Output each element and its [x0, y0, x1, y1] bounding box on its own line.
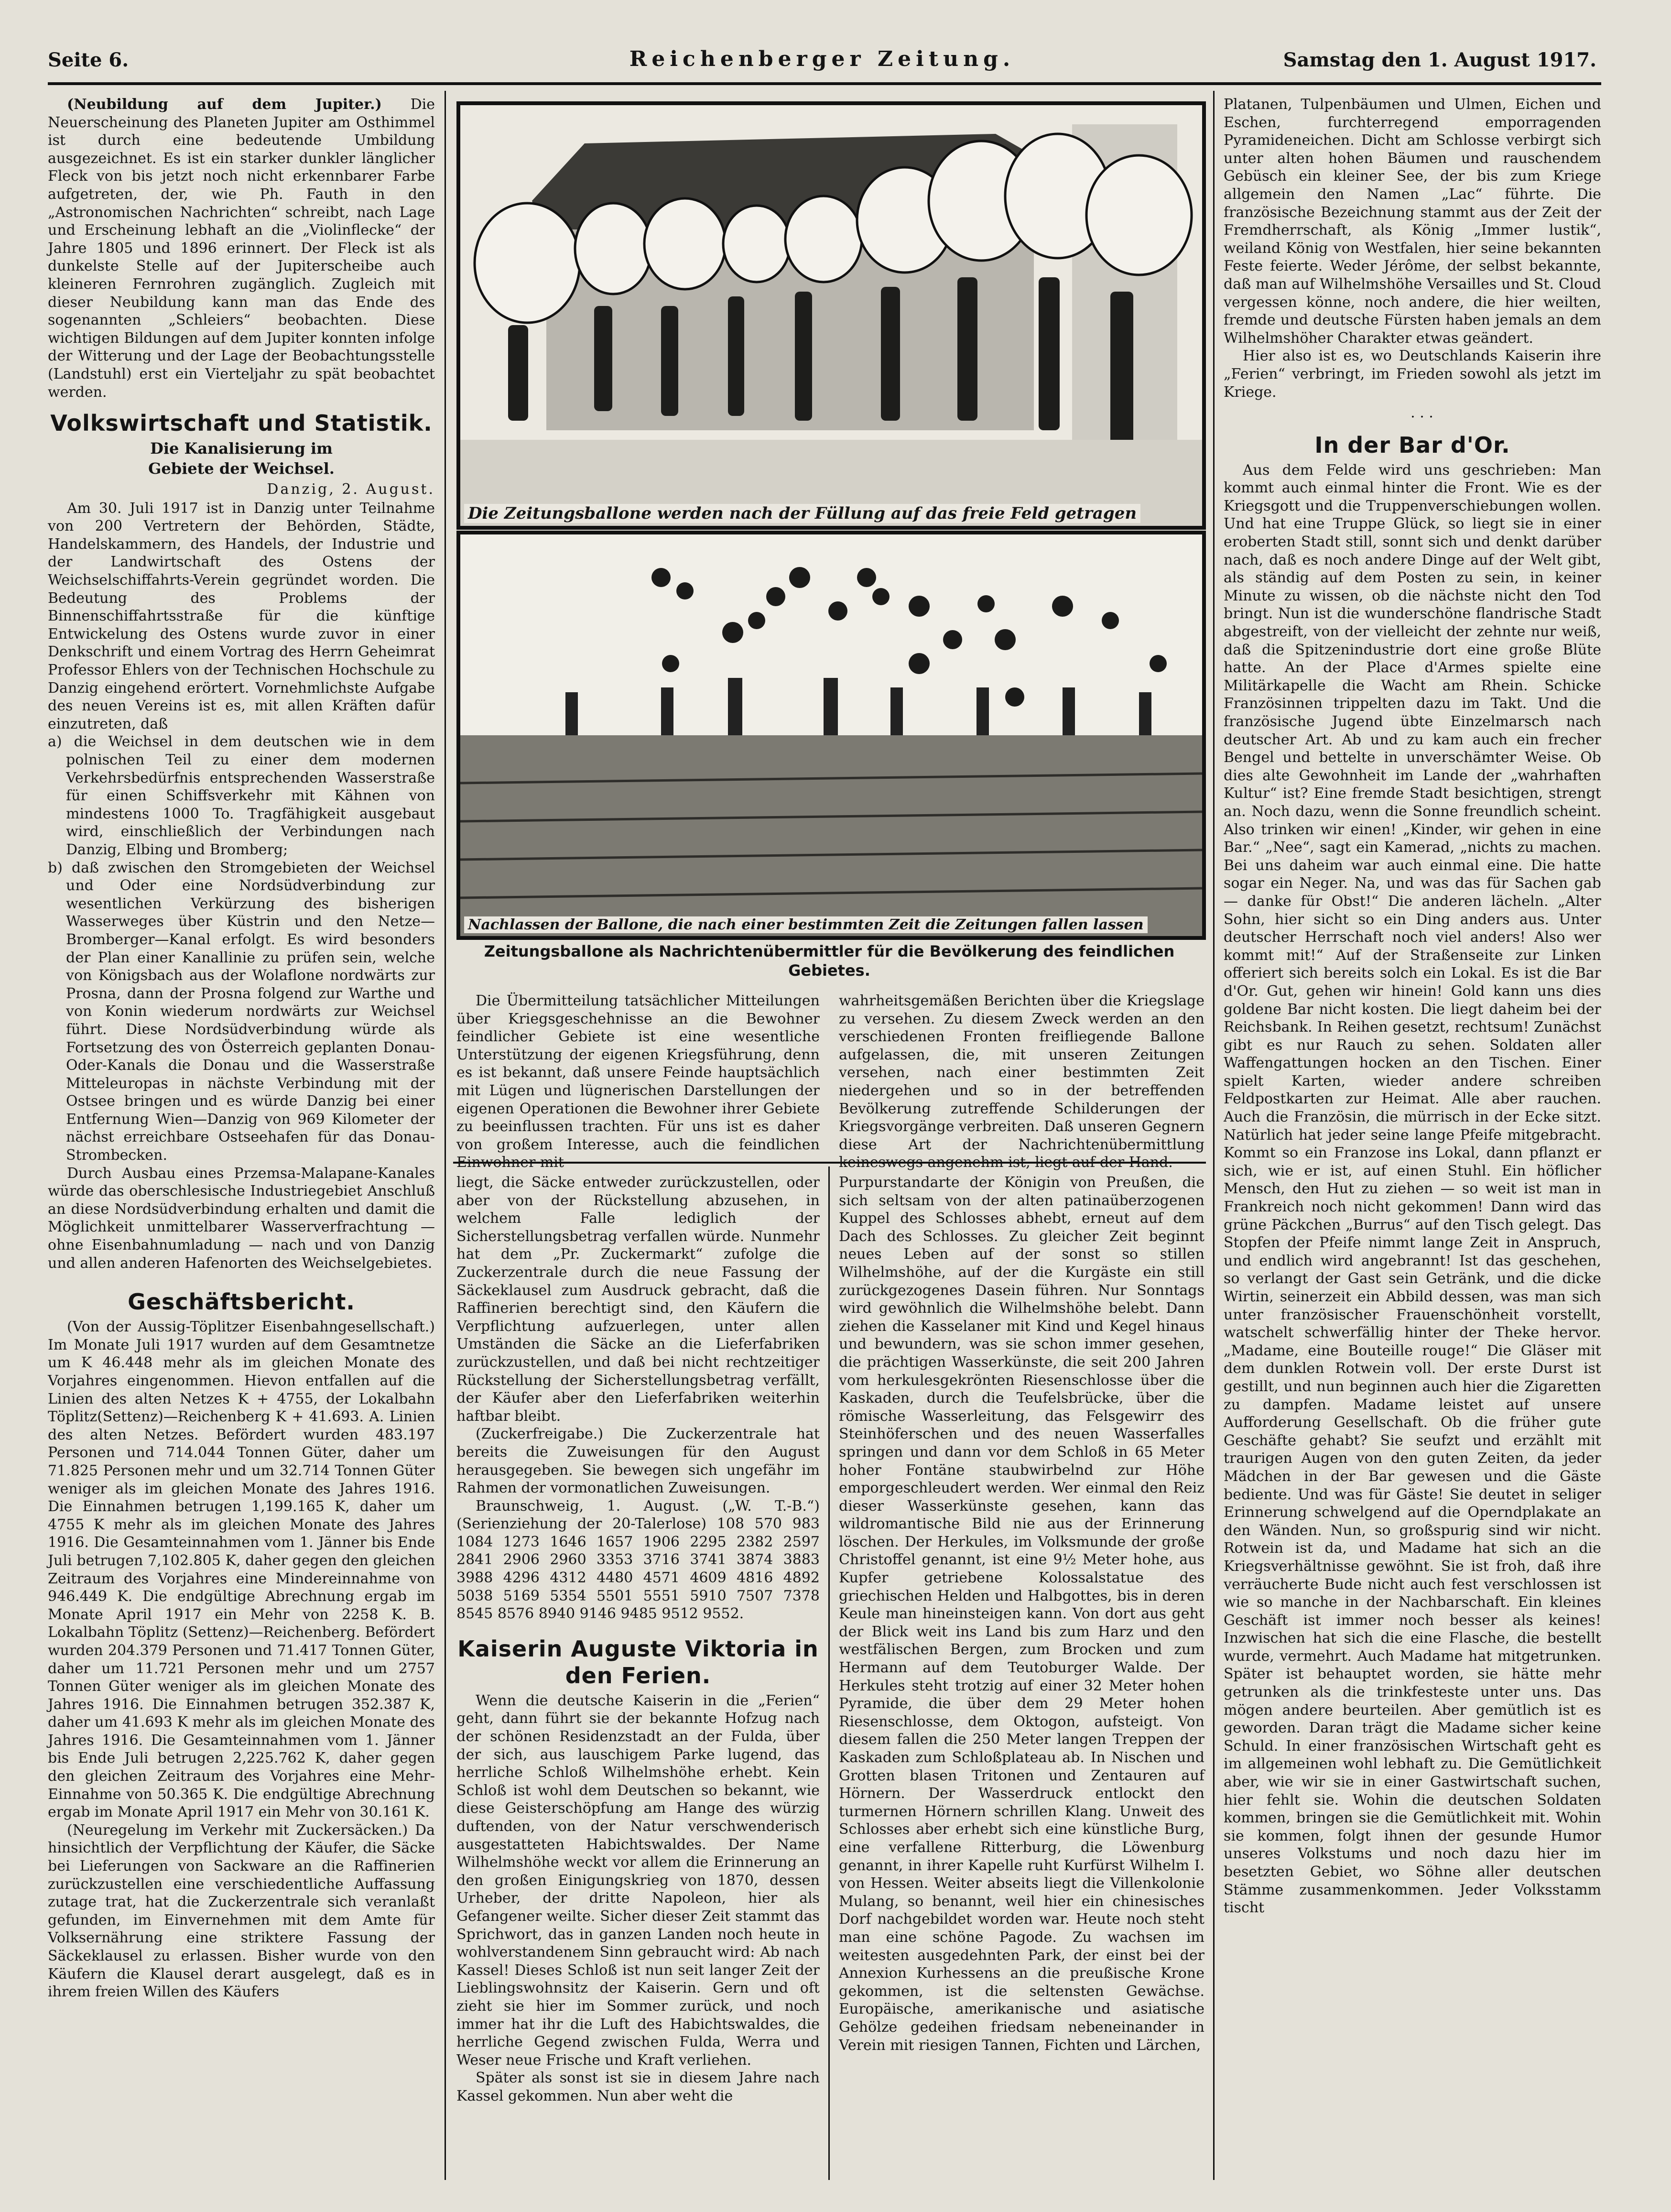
jupiter-body: Die Neuerscheinung des Planeten Jupiter am Osthimmel ist durch eine bedeutende Umbildung ausgezeichnet. Es ist ein starker dunkler länglicher Fleck von bis jetzt noch nicht erkennbarer Farbe aufgetreten, der, wie Ph. Fauth in den „Astronomischen Nachrichten“ schreibt, nach Lage und Erscheinung lebhaft an die „Violinflecke“ der Jahre 1805 und 1896 erinnert. Der Fleck ist als dunkelste Stelle auf der Jupiterscheibe auch kleineren Fernrohren zugänglich. Zugleich mit dieser Neubildung kann man das Ende des sogenannten „Schleiers“ beobachten. Diese wichtigen Bildungen auf dem Jupiter konnten infolge der Witterung und der Lage der Beobachtungsstelle (Landstuhl) erst ein Vierteljahr zu spät beobachtet werden. — [48, 96, 435, 401]
photo-caption-top: Die Zeitungsballone werden nach der Füllung auf das freie Feld getragen — [464, 504, 1140, 523]
balloon-paragraph-1: Die Übermitteilung tatsächlicher Mitteilungen über Kriegsgeschehnisse an die Bewohner feindlicher Gebiete ist eine wesentliche Unterstützung der eigenen Kriegsführung, denn es ist bekannt, daß unsere Feinde hauptsächlich mit Lügen und lügnerischen Darstellungen der eigenen Operationen die Bewohner ihrer Gebiete zu beeinflussen trachten. Für uns ist es daher von großem Interesse, auch die feindlichen Einwohner mit — [456, 992, 820, 1171]
column-rule-3 — [1213, 91, 1215, 2180]
kanal-headline-1: Die Kanalisierung im — [150, 439, 333, 458]
figure-caption: Zeitungsballone als Nachrichtenübermittler für die Bevölkerung des feindlichen Gebietes. — [484, 942, 1175, 980]
kanal-headline-2: Gebiete der Weichsel. — [148, 459, 335, 478]
photo-balloons-released — [456, 531, 1206, 940]
column-2 — [456, 1174, 820, 2180]
balloon-paragraph-2: wahrheitsgemäßen Berichten über die Kriegslage zu versehen. Zu diesem Zweck werden an den verschiedenen Fronten freifliegende Ballone aufgelassen, die, mit unseren Zeitungen versehen, nach einer bestimmten Zeit niedergehen und so in der betreffenden Bevölkerung zutreffende Schilderungen der Kriegsvorgänge verbreiten. Daß unseren Gegnern diese Art der Nachrichtenübermittlung keineswegs angenehm ist, liegt auf der Hand. — [839, 992, 1205, 1171]
section-title-economy: Volkswirtschaft und Statistik. — [50, 410, 433, 436]
jupiter-article — [48, 96, 435, 401]
photo-caption-bottom: Nachlassen der Ballone, die nach einer bestimmten Zeit die Zeitungen fallen lassen — [464, 916, 1148, 933]
kanal-paragraph-2: Durch Ausbau eines Przemsa-Malapane-Kanales würde das oberschlesische Industriegebiet Anschluß an diese Nordsüdverbindung erhalten und damit die Möglichkeit unmittelbarer Wasserverfrachtung — ohne Eisenbahnumladung — nach und von Danzig und allen anderen Hafenorten des Weichselgebietes. — [48, 1165, 435, 1272]
kanal-item-a: a) die Weichsel in dem deutschen wie in dem polnischen Teil zu einer dem modernen Verkehrsbedürfnis entsprechenden Wasserstraße für einen Schiffsverkehr mit Kähnen von mindestens 1000 To. Tragfähigkeit ausgebaut wird, einschließlich der Verbindungen nach Danzig, Elbing und Bromberg; — [48, 733, 435, 858]
lottery-paragraph: Braunschweig, 1. August. („W. T.-B.“) (Serienziehung der 20-Talerlose) 108 570 983 1084 1273 1646 1657 1906 2295 2382 2597 2841 2906 2960 3353 3716 3741 3874 3883 3988 4296 4312 4480 4571 4609 4816 4892 5038 5169 5354 5501 5551 5910 7507 7378 8545 8576 8940 9146 9485 9512 9552. — [456, 1497, 820, 1623]
balloon-carry-illustration — [460, 105, 1202, 526]
balloon-release-illustration — [460, 534, 1202, 936]
business-paragraph-1: (Von der Aussig-Töplitzer Eisenbahngesellschaft.) Im Monate Juli 1917 wurden auf dem Gesamtnetze um K 46.448 mehr als im gleichen Monate des Vorjahres eingenommen. Hievon entfallen auf die Linien des alten Netzes K + 4755, der Lokalbahn Töplitz(Settenz)—Reichenberg K + 41.693. A. Linien des alten Netzes. Befördert wurden 483.197 Personen und 714.044 Tonnen Güter, daher um 71.825 Personen mehr und um 32.714 Tonnen Güter weniger als im gleichen Monate des Jahres 1916. Die Einnahmen betrugen 1,199.165 K, daher um 4755 K mehr als im gleichen Monate des Jahres 1916. Die Gesamteinnahmen vom 1. Jänner bis Ende Juli betrugen 7,102.805 K, daher gegen den gleichen Zeitraum des Vorjahres eine Mindereinnahme von 946.449 K. Die endgültige Abrechnung ergab im Monate April 1917 ein Mehr von 2258 K. B. Lokalbahn Töplitz (Settenz)—Reichenberg. Befördert wurden 204.379 Personen und 71.417 Tonnen Güter, daher um 11.721 Personen mehr und um 2757 Tonnen Güter weniger als im gleichen Monate des Jahres 1916. Die Einnahmen betrugen 352.387 K, daher um 41.693 K mehr als im gleichen Monate des Jahres 1916. Die Gesamteinnahmen vom 1. Jänner bis Ende Juli betrugen 2,225.762 K, daher gegen den gleichen Zeitraum des Vorjahres eine Mehr-Einnahme von 50.365 K. Die endgültige Abrechnung ergab im Monate April 1917 ein Mehr von 30.161 K. — [48, 1318, 435, 1821]
balloon-article-right — [839, 992, 1205, 1171]
kaiserin-paragraph-4: Platanen, Tulpenbäumen und Ulmen, Eichen und Eschen, furchterregend emporragenden Pyramideneichen. Dicht am Schlosse verbirgt sich unter alten hohen Bäumen und rauschendem Gebüsch ein kleiner See, der bis zum Kriege allgemein den Namen „Lac“ führte. Die französische Bezeichnung stammt aus der Zeit der Fremdherrschaft, als König „Immer lustik“, weiland König von Westfalen, hier seine bekannten Feste feierte. Weder Jérôme, der selbst bekannte, daß man auf Wilhelmshöhe Versailles und St. Cloud vergessen könne, noch andere, die hier weilten, fremde und deutsche Fürsten haben jemals an dem Wilhelmshöher Charakter etwas geändert. — [1224, 96, 1601, 347]
header-rule — [48, 82, 1601, 85]
issue-date: Samstag den 1. August 1917. — [1283, 49, 1596, 71]
balloon-article-left — [456, 992, 820, 1171]
column-rule-1 — [445, 91, 446, 2180]
jupiter-title: (Neubildung auf dem Jupiter.) — [67, 96, 382, 113]
kaiserin-paragraph-5: Hier also ist es, wo Deutschlands Kaiserin ihre „Ferien“ verbringt, im Frieden sowohl als jetzt im Kriege. — [1224, 348, 1601, 401]
article-end-dots: . . . — [1411, 404, 1433, 422]
photo-balloons-carried — [456, 101, 1206, 530]
column-3 — [839, 1174, 1204, 2180]
kanal-item-b: b) daß zwischen den Stromgebieten der Weichsel und Oder eine Nordsüdverbindung zur wesentlichen Verkürzung des bisherigen Wasserweges über Küstrin und den Netze—Bromberger—Kanal erfolgt. Es wird besonders der Plan einer Kanallinie zu prüfen sein, welche von Königsbach aus der Wolaflone nordwärts zur Prosna, dann der Prosna folgend zur Warthe und von Konin wiederum nordwärts zur Weichsel führt. Diese Nordsüdverbindung würde als Fortsetzung des von Österreich geplanten Donau-Oder-Kanals die Donau und die Wasserstraße Mitteleuropas in nächste Verbindung mit der Ostsee bringen und es würde Danzig bei einer Entfernung Wien—Danzig von 969 Kilometer der nächst erreichbare Ostseehafen für das Donau-Strombecken. — [48, 859, 435, 1164]
kanal-dateline: Danzig, 2. August. — [267, 481, 435, 498]
business-paragraph-2: (Neuregelung im Verkehr mit Zuckersäcken.) Da hinsichtlich der Verpflichtung der Käufer, die Säcke bei Lieferungen von Sackware an die Raffinerien zurückzustellen eine verschiedentliche Auffassung zutage trat, hat die Zuckerzentrale sich veranlaßt gefunden, im Einvernehmen mit dem Amte für Volksernährung eine striktere Fassung der Säckeklausel zu erlassen. Bisher wurde von den Käufern die Klausel derart ausgelegt, daß es in ihrem freien Willen des Käufers — [48, 1821, 435, 2001]
kaiserin-paragraph-3: Purpurstandarte der Königin von Preußen, die sich seltsam von der alten patinaüberzogenen Kuppel des Schlosses abhebt, erneut auf dem Dach des Schlosses. Zu gleicher Zeit beginnt neues Leben auf der sonst so stillen Wilhelmshöhe, auf der die Kurgäste ein still zurückgezogenes Dasein führen. Nur Sonntags wird gewöhnlich die Wilhelmshöhe belebt. Dann ziehen die Kasselaner mit Kind und Kegel hinaus und bewundern, was sie schon immer gesehen, die prächtigen Wasserkünste, die seit 200 Jahren vom herkulesgekrönten Riesenschlosse über die Kaskaden, durch die Teufelsbrücke, über die römische Wasserleitung, das Felsgewirr des Steinhöferschen und des neuen Wasserfalles springen und dann vor dem Schloß in 65 Meter hoher Fontäne staubwirbelnd zur Höhe emporgeschleudert werden. Wer einmal den Reiz dieser Wasserkünste gesehen, kann das wildromantische Bild nie aus der Erinnerung löschen. Der Herkules, im Volksmunde der große Christoffel genannt, ist eine 9½ Meter hohe, aus Kupfer getriebene Kolossalstatue des griechischen Helden und Halbgottes, bis in deren Keule man hineinsteigen kann. Von dort aus geht der Blick weit ins Land bis zum Harz und den westfälischen Bergen, zum Brocken und zum Hermann auf dem Teutoburger Walde. Der Herkules steht trotzig auf einer 32 Meter hohen Pyramide, die über dem 29 Meter hohen Riesenschlosse, dem Oktogon, aufsteigt. Von diesem fallen die 250 Meter langen Treppen der Kaskaden zum Schloßplateau ab. In Nischen und Grotten blasen Tritonen und Zentauren auf Hörnern. Der Wasserdruck entlockt den turmernen Hörnern schrillen Klang. Unweit des Schlosses aber erhebt sich eine künstliche Burg, eine verfallene Ritterburg, die Löwenburg genannt, in ihrer Kapelle ruht Kurfürst Wilhelm I. von Hessen. Weiter abseits liegt die Villenkolonie Mulang, so benannt, weil hier ein chinesisches Dorf nachgebildet worden war. Heute noch steht man eine schöne Pagode. Zu wachsen im weitesten ausgedehnten Park, der einst bei der Annexion Kurhessens an die preußische Krone gekommen, ist die seltensten Gewächse. Europäische, amerikanische und asiatische Gehölze gedeihen friedsam nebeneinander in Verein mit riesigen Tannen, Fichten und Lärchen, — [839, 1174, 1204, 2054]
kaiserin-paragraph-2: Später als sonst ist sie in diesem Jahre nach Kassel gekommen. Nun aber weht die — [456, 2070, 820, 2104]
zucker-paragraph-1: liegt, die Säcke entweder zurückzustellen, oder aber von der Rückstellung abzusehen, in welchem Falle lediglich der Sicherstellungsbetrag verfallen würde. Nunmehr hat dem „Pr. Zuckermarkt“ zufolge die Zuckerzentrale durch die neue Fassung der Säckeklausel zum Ausdruck gebracht, daß die Raffinerien berechtigt sind, den Käufern die Verpflichtung aufzuerlegen, unter allen Umständen die Säcke an die Lieferfabriken zurückzustellen, und daß bei nicht rechtzeitiger Rückstellung der Sicherstellungsbetrag verfällt, der Käufer aber den Lieferfabriken weiterhin haftbar bleibt. — [456, 1174, 820, 1425]
column-1 — [48, 96, 435, 2180]
page-number: Seite 6. — [48, 49, 129, 71]
page-header — [48, 44, 1596, 82]
kaiserin-title: Kaiserin Auguste Viktoria in den Ferien. — [457, 1635, 819, 1689]
bar-dor-paragraph: Aus dem Felde wird uns geschrieben: Man kommt auch einmal hinter die Front. Wie es der Kriegsgott und die Truppenverschiebungen wollen. Und hat eine Truppe Glück, so liegt sie in einer eroberten Stadt still, sonnt sich und denkt darüber nach, daß es noch andere Dinge auf der Welt gibt, als ständig auf dem Posten zu sein, in keiner Minute zu wissen, ob die nächste nicht den Tod bringt. Nun ist die wunderschöne flandrische Stadt abgestreift, von der vielleicht der zehnte nur weiß, daß die Spitzenindustrie dort eine große Blüte hatte. An der Place d'Armes spielte eine Militärkapelle die Wacht am Rhein. Schicke Französinnen trippelten dazu im Takt. Und die französische Jugend übte Einzelmarsch nach deutscher Art. Ab und zu kam auch ein frecher Bengel und bettelte in unverschämter Weise. Ob dies alte Gewohnheit im Lande der „wahrhaften Kultur“ ist? Eine fremde Stadt besichtigen, strengt an. Noch dazu, wenn die Sonne freundlich scheint. Also trinken wir einen! „Kinder, wir gehen in eine Bar.“ „Nee“, sagt ein Kamerad, „nichts zu machen. Bei uns daheim war auch einmal eine. Die hatte sogar ein Neger. Na, und was das für Sachen gab — danke für Obst!“ Die anderen lächeln. „Alter Sohn, hier sicht so ein Ding anders aus. Unter deutscher Herrschaft noch viel anders! Also wer kommt mit!“ Auf der Straßenseite zur Linken offeriert sich bereits solch ein Lokal. Es ist die Bar d'Or. Gut, gehen wir hinein! Gold kann uns dies goldene Bar nicht kosten. Die liegt daheim bei der Reichsbank. In Reihen gesetzt, rechtsum! Zunächst gibt es nur Rauch zu sehen. Soldaten aller Waffengattungen hocken an den Tischen. Einer spielt Karten, wieder andere schreiben Feldpostkarten zur Heimat. Alle aber rauchen. Auch die Französin, die mürrisch in der Ecke sitzt. Natürlich hat jeder seine lange Pfeife mitgebracht. Kommt so ein Franzose ins Lokal, dann pflanzt er sich, wie er ist, auf einen Stuhl. Ein höflicher Mensch, den Hut zu ziehen — so weit ist man in Frankreich noch nicht gekommen! Dann wird das grüne Päckchen „Burrus“ auf den Tisch gelegt. Das Stopfen der Pfeife nimmt lange Zeit in Anspruch, und endlich wird angebrannt! Ist das geschehen, so verlangt der Gast sein Getränk, und die dicke Wirtin, seinerzeit ein Abbild dessen, was man sich unter französischer Frauenschönheit vorstellt, watschelt schwerfällig hinter der Theke hervor. „Madame, eine Bouteille rouge!“ Die Gläser mit dem dunklen Rotwein voll. Der erste Durst ist gestillt, und nun beginnen auch hier die Zigaretten zu dampfen. Madame leistet auf unsere Aufforderung Gesellschaft. Ob die früher gute Geschäfte gehabt? Sie seufzt und erzählt mit traurigen Augen von den guten Zeiten, da jeder Mädchen in der Bar gewesen und die Gäste bediente. Und was für Gäste! Sie deutet in seliger Erinnerung schwelgend auf die Operndplakate an den Wänden. Nun, so großspurig sind wir nicht. Rotwein ist da, und Madame hat sich an die Kriegsverhältnisse gewöhnt. Sie ist froh, daß ihre verräucherte Bude nicht auch fest verschlossen ist wie so manche in der Nachbarschaft. Ein kleines Geschäft ist immer noch besser als keines! Inzwischen hat sich die eine Flasche, die bestellt wurde, vermehrt. Auch Madame hat mitgetrunken. Später ist behauptet worden, sie hätte mehr getrunken als die trinkfesteste unter uns. Das mögen andere beurteilen. Aber gemütlich ist es geworden. Daran trägt die Madame sicher keine Schuld. In einer französischen Wirtschaft geht es im allgemeinen wohl lebhaft zu. Die Gemütlichkeit aber, wie wir sie in einer Gastwirtschaft suchen, hier fehlt sie. Wohin die deutschen Soldaten kommen, bringen sie die Gemütlichkeit mit. Wohin sie kommen, folgt ihnen der gesunde Humor unseres Volkstums und noch dazu hier im besetzten Gebiet, wo Söhne aller deutschen Stämme zusammenkommen. Jeder Volksstamm tischt — [1224, 461, 1601, 1917]
masthead: Reichenberger Zeitung. — [629, 47, 1015, 71]
column-4 — [1224, 96, 1601, 2180]
bar-dor-title: In der Bar d'Or. — [1314, 432, 1510, 458]
kaiserin-paragraph-1: Wenn die deutsche Kaiserin in die „Ferien“ geht, dann führt sie der bekannte Hofzug nach der schönen Residenzstadt an der Fulda, über der sich, aus lauschigem Parke lugend, das herrliche Schloß Wilhelmshöhe erhebt. Kein Schloß ist wohl dem Deutschen so bekannt, wie diese Geisterschöpfung am Hange des würzig duftenden, von der Natur verschwenderisch ausgestatteten Habichtswaldes. Der Name Wilhelmshöhe weckt vor allem die Erinnerung an den großen Einigungskrieg von 1870, dessen Urheber, der dritte Napoleon, hier als Gefangener weilte. Sicher dieser Zeit stammt das Sprichwort, das in ganzen Landen noch heute in wohlverstandenem Sinn gebraucht wird: Ab nach Kassel! Dieses Schloß ist nun seit langer Zeit der Lieblingswohnsitz der Kaiserin. Gern und oft zieht sie hier im Sommer zurück, und noch immer hat ihr die Luft des Habichtswaldes, die herrliche Gegend zwischen Fulda, Werra und Weser neue Frische und Kraft verliehen. — [456, 1692, 820, 2069]
section-title-business: Geschäftsbericht. — [128, 1289, 355, 1315]
kanal-paragraph-1: Am 30. Juli 1917 ist in Danzig unter Teilnahme von 200 Vertretern der Behörden, Städte, Handelskammern, des Handels, der Industrie und der Landwirtschaft des Ostens der Weichselschiffahrts-Verein gegründet worden. Die Bedeutung des Problems der Binnenschiffahrtsstraße für die künftige Entwickelung des Ostens wurde zuvor in einer Denkschrift und einem Vortrag des Herrn Geheimrat Professor Ehlers von der Technischen Hochschule zu Danzig eingehend erörtert. Vornehmlichste Aufgabe des neuen Vereins ist es, mit allen Kräften dafür einzutreten, daß — [48, 500, 435, 732]
column-rule-2 — [828, 1166, 830, 2180]
zucker-paragraph-2: (Zuckerfreigabe.) Die Zuckerzentrale hat bereits die Zuweisungen für den August herausgegeben. Sie bewegen sich ungefähr im Rahmen der vormonatlichen Zuweisungen. — [456, 1426, 820, 1497]
